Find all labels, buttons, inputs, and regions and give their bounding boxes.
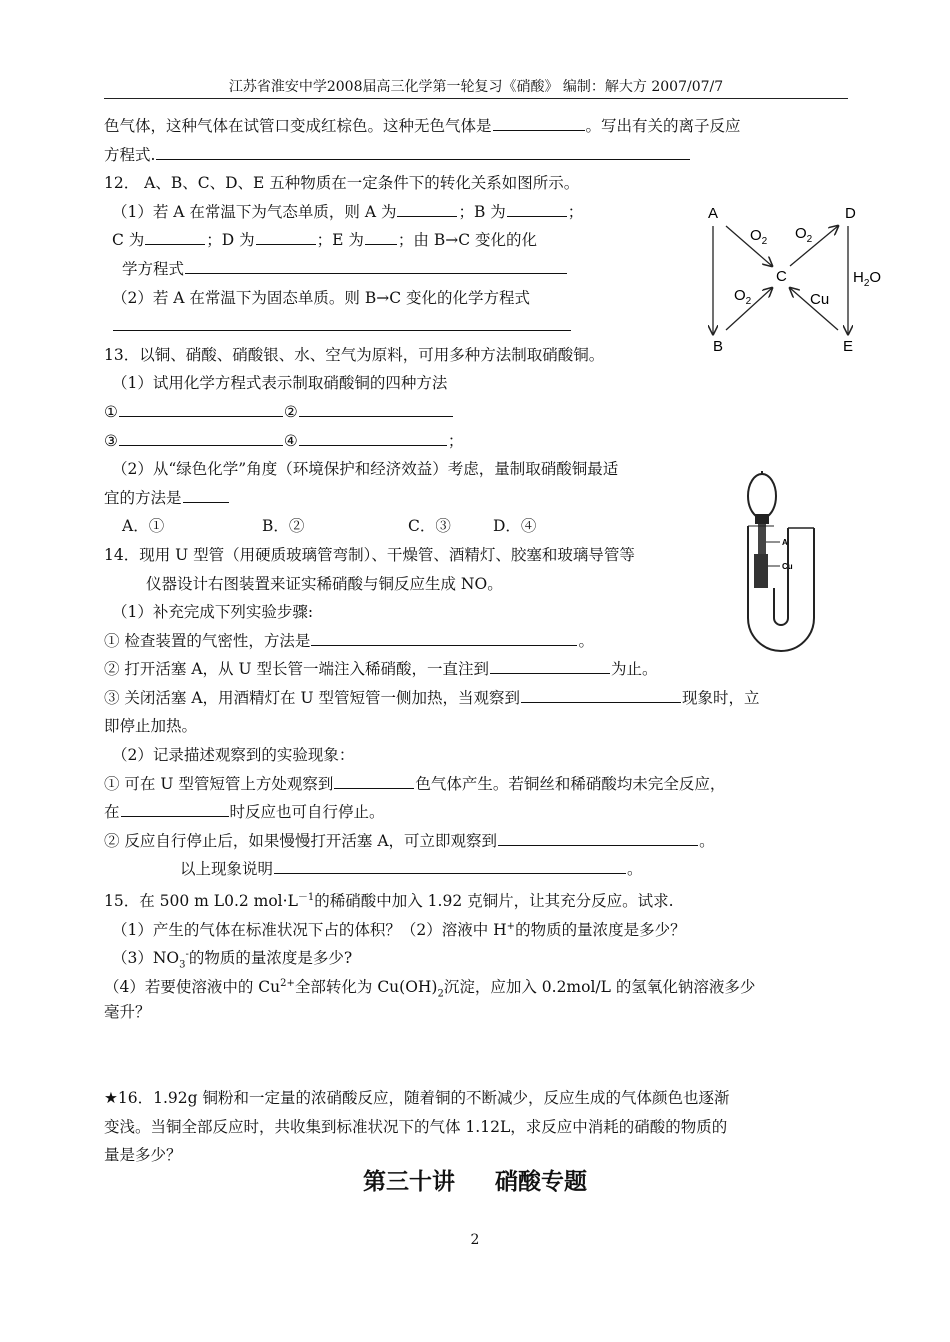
page-header — [104, 76, 848, 99]
node-a: A — [708, 205, 719, 222]
q13-part1: （1）试用化学方程式表示制取硝酸铜的四种方法 — [112, 374, 448, 393]
answer-blank[interactable] — [121, 798, 229, 817]
q14-step3-cont: 即停止加热。 — [104, 717, 198, 736]
answer-blank-2[interactable] — [299, 398, 453, 417]
option-c[interactable]: C．③ — [408, 517, 451, 536]
lecture-title — [0, 1163, 950, 1196]
answer-blank-A[interactable] — [397, 198, 457, 217]
q12-part1-line1: （1）若 A 在常温下为气态单质，则 A 为 ；B 为 ； — [104, 198, 852, 227]
answer-blank-1[interactable] — [119, 398, 283, 417]
answer-blank[interactable] — [274, 855, 626, 874]
answer-blank[interactable] — [183, 484, 229, 503]
h2o-label: $H_2O$ — [853, 269, 882, 289]
o2-label-2: $O_2$ — [795, 225, 813, 245]
o2-label-1: $O_2$ — [750, 227, 768, 247]
cu-wire-label: Cu — [782, 562, 793, 571]
q14-step1: ① 检查装置的气密性，方法是 。 — [104, 627, 852, 656]
answer-blank-D[interactable] — [256, 226, 316, 245]
lecture-topic: 硝酸专题 — [495, 1169, 587, 1195]
q14-part1: （1）补充完成下列实验步骤: — [112, 603, 314, 622]
answer-blank[interactable] — [498, 827, 698, 846]
q13-methods-1-2: ① ② — [104, 398, 852, 427]
q16-line2: 变浅。当铜全部反应时，共收集到标准状况下的气体 1.12L，求反应中消耗的硝酸的物质的 — [104, 1117, 728, 1136]
q14-obs2: ② 反应自行停止后，如果慢慢打开活塞 A，可立即观察到 。 — [104, 827, 852, 856]
answer-blank-E[interactable] — [365, 226, 397, 245]
rubber-stopper — [755, 514, 769, 524]
conversion-diagram — [690, 196, 900, 356]
answer-blank[interactable] — [521, 684, 681, 703]
o2-label-3: $O_2$ — [734, 287, 752, 307]
option-d[interactable]: D．④ — [493, 517, 537, 536]
page-number: 2 — [470, 1232, 480, 1248]
lecture-number: 第三十讲 — [363, 1169, 455, 1195]
q12-part1-line2: C 为 ；D 为 ；E 为 ；由 B→C 变化的化 — [104, 226, 852, 255]
q14-part2: （2）记录描述观察到的实验现象： — [112, 746, 355, 765]
q12-part1-line3: 学方程式 — [104, 255, 852, 284]
q14-stem-line1: 14．现用 U 型管（用硬质玻璃管弯制）、干燥管、酒精灯、胶塞和玻璃导管等 — [104, 545, 635, 564]
q14-stem-line2: 仪器设计右图装置来证实稀硝酸与铜反应生成 NO。 — [146, 574, 503, 593]
answer-blank-4[interactable] — [299, 427, 447, 446]
answer-blank-3[interactable] — [119, 427, 283, 446]
q13-methods-3-4: ③ ④ ； — [104, 427, 852, 456]
answer-blank[interactable] — [334, 770, 414, 789]
q14-step3: ③ 关闭活塞 A，用酒精灯在 U 型管短管一侧加热，当观察到 现象时，立 — [104, 684, 852, 713]
q12-part2: （2）若 A 在常温下为固态单质。则 B→C 变化的化学方程式 — [112, 288, 531, 307]
node-e: E — [843, 338, 854, 355]
u-tube-apparatus — [736, 468, 856, 658]
q14-conclusion: 以上现象说明 。 — [104, 855, 852, 884]
answer-blank-C[interactable] — [145, 226, 205, 245]
arrow-b-to-c — [726, 288, 772, 330]
q15-sub-4: （4）若要使溶液中的 $Cu^{2+}$全部转化为 $Cu(OH)_2$沉淀，应加入 0.2mol/L 的氢氧化钠溶液多少 — [104, 977, 756, 1000]
valve-a-label: A — [782, 538, 788, 547]
copper-wire — [754, 554, 768, 588]
node-b: B — [713, 338, 724, 355]
answer-blank[interactable] — [311, 627, 577, 646]
q13-part2-line1: （2）从“绿色化学”角度（环境保护和经济效益）考虑，量制取硝酸铜最适 — [112, 460, 619, 479]
answer-blank-B[interactable] — [507, 198, 567, 217]
node-d: D — [845, 205, 856, 222]
q14-obs1: ① 可在 U 型管短管上方处观察到 色气体产生。若铜丝和稀硝酸均未完全反应， — [104, 770, 852, 799]
answer-blank[interactable] — [156, 141, 690, 160]
q11-line-2: 方程式. — [104, 141, 852, 170]
option-a[interactable]: A．① — [122, 517, 165, 536]
q12-stem: 12． A、B、C、D、E 五种物质在一定条件下的转化关系如图所示。 — [104, 174, 580, 193]
q15-sub-1-2: （1）产生的气体在标准状况下占的体积？（2）溶液中 H+的物质的量浓度是多少？ — [112, 920, 686, 939]
q16-line3: 量是多少？ — [104, 1146, 182, 1165]
q15-sub-3: $(3)NO_3^-$的物质的量浓度是多少? — [112, 949, 353, 971]
option-b[interactable]: B．② — [262, 517, 305, 536]
answer-blank[interactable] — [490, 655, 610, 674]
q14-obs1-cont: 在 时反应也可自行停止。 — [104, 798, 852, 827]
header-text: 江苏省淮安中学2008届高三化学第一轮复习《硝酸》 编制：解大方 2007/07/7 — [228, 79, 724, 95]
answer-blank[interactable] — [185, 255, 567, 274]
q14-step2: ② 打开活塞 A，从 U 型长管一端注入稀硝酸，一直注到 为止。 — [104, 655, 852, 684]
q11-line-1: 色气体，这种气体在试管口变成红棕色。这种无色气体是 。写出有关的离子反应 — [104, 112, 852, 141]
drying-bulb — [748, 474, 776, 518]
q15-stem: 15．在 500 m L0.2 $mol\cdot L^{-1}$的稀硝酸中加入 1.92 克铜片，让其充分反应。试求. — [104, 892, 674, 911]
u-tube-outer — [748, 526, 814, 651]
q13-stem: 13．以铜、硝酸、硝酸银、水、空气为原料，可用多种方法制取硝酸铜。 — [104, 345, 605, 364]
cu-label: Cu — [810, 291, 830, 308]
answer-blank[interactable] — [113, 312, 571, 331]
answer-blank[interactable] — [493, 112, 585, 131]
q15-sub-4-cont: 毫升？ — [104, 1003, 151, 1022]
q13-part2-line2: 宜的方法是 — [104, 484, 852, 513]
node-c: C — [776, 268, 787, 285]
q16-line1: ★16．1.92g 铜粉和一定量的浓硝酸反应，随着铜的不断减少，反应生成的气体颜色也逐渐 — [104, 1089, 730, 1107]
